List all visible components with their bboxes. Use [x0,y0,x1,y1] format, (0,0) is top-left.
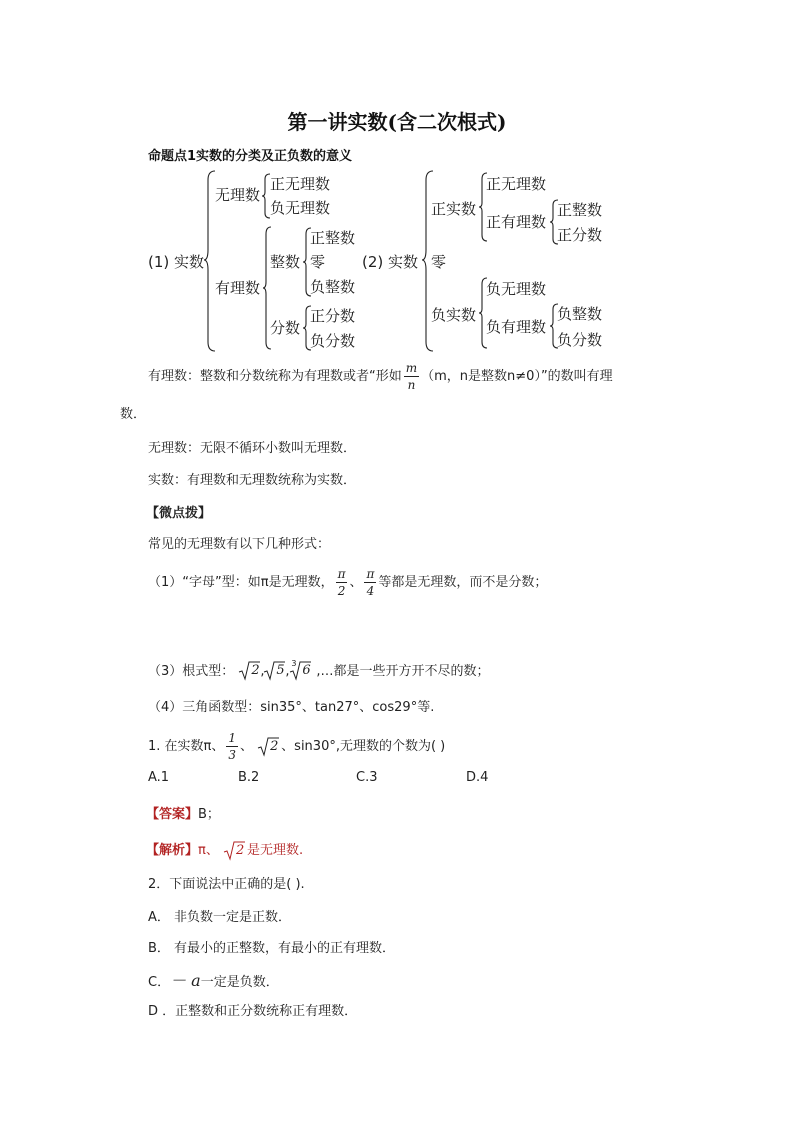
frac-den: 2 [337,584,346,598]
radicand: 2 [235,842,245,858]
cls2-pos-fraction: 正分数 [557,226,603,244]
q2-c-suffix: 一定是负数． [200,975,279,990]
cls1-rational: 有理数 [215,279,261,297]
question-2: 2．下面说法中正确的是( ). [148,877,305,892]
q1-option-b: B.2 [238,770,260,785]
cls1-neg-fraction: 负分数 [310,332,356,350]
cls1-pos-irrational: 正无理数 [270,175,331,193]
radicand-5: 5 [276,662,285,678]
cls1-pos-fraction: 正分数 [310,307,356,325]
def-rational-text-a: 有理数：整数和分数统称为有理数或者“形如 [148,369,402,384]
radicand: 2 [270,738,279,754]
frac-den: 4 [366,584,375,598]
cls2-positive-real: 正实数 [431,200,477,218]
q1-analysis [146,839,303,859]
fraction-m-over-n [404,362,419,391]
analysis-text-a: π、 [198,843,219,858]
q1-answer [146,803,220,822]
q1-text-a: 1. 在实数π、 [148,739,225,754]
cls2-neg-integer: 负整数 [557,305,603,323]
cls2-neg-irrational: 负无理数 [486,280,547,298]
form1-text-a: （1）“字母”型：如π是无理数， [148,575,334,590]
cls2-pos-integer: 正整数 [557,201,603,219]
q2-option-c [148,968,279,991]
frac-num: π [337,567,346,581]
cube-root-index: 3 [291,658,297,668]
answer-label: 【答案】 [146,807,199,822]
cls1-pos-integer: 正整数 [310,229,356,247]
def-rational-text-b: （m，n是整数n≠0）”的数叫有理 [421,369,613,384]
q2-option-a: A． 非负数一定是正数． [148,910,292,925]
page-title: 第一讲实数(含二次根式) [287,110,507,134]
frac-den: n [407,378,416,392]
cls1-neg-integer: 负整数 [310,278,356,296]
comma: , [285,663,290,679]
cls2-pos-rational: 正有理数 [486,213,547,231]
q2-option-b: B． 有最小的正整数，有最小的正有理数． [148,941,396,956]
cls1-irrational: 无理数 [215,186,261,204]
form-4-trig: （4）三角函数型：sin35°、tan27°、cos29°等. [148,700,435,715]
fraction-pi-over-2 [336,568,348,597]
cls1-neg-irrational: 负无理数 [270,199,331,217]
fraction-1-over-3 [226,732,238,761]
fraction-pi-over-4 [364,568,376,597]
tip-intro: 常见的无理数有以下几种形式： [148,537,331,552]
sqrt-2 [223,843,247,859]
analysis-text-b: 是无理数. [246,843,304,858]
q1-text-b: 、 [240,739,254,754]
q2-c-prefix: C． [148,975,171,990]
frac-num: m [405,361,418,375]
answer-value: B； [198,807,220,822]
frac-num: 1 [228,731,237,745]
cls2-zero: 零 [431,253,447,271]
q1-text-c: 、sin30°,无理数的个数为( ) [281,739,446,754]
radicand-6: 6 [302,662,311,678]
q1-option-a: A.1 [148,770,170,785]
analysis-label: 【解析】 [146,843,199,858]
radicand-2: 2 [251,662,260,678]
def-irrational: 无理数：无限不循环小数叫无理数． [148,441,357,456]
form3-text-a: （3）根式型： [148,664,235,679]
form3-text-b: ,…都是一些开方开不尽的数； [316,664,490,679]
q2-option-d: D ．正整数和正分数统称正有理数． [148,1004,358,1019]
q1-option-d: D.4 [466,770,489,785]
cls2-neg-fraction: 负分数 [557,331,603,349]
cls2-pos-irrational: 正无理数 [486,175,547,193]
comma: , [260,663,265,679]
cls2-negative-real: 负实数 [431,306,477,324]
cls1-integer: 整数 [270,253,301,271]
cls1-prefix: (1) 实数 [148,253,205,271]
cls1-zero: 零 [310,253,326,271]
def-rational [148,362,613,391]
radicals-group [238,658,316,681]
section-subtitle: 命题点1实数的分类及正负数的意义 [148,149,353,164]
def-real: 实数：有理数和无理数统称为实数． [148,473,357,488]
cls1-fraction: 分数 [270,319,301,337]
cls2-neg-rational: 负有理数 [486,318,547,336]
form1-sep: 、 [349,575,363,590]
frac-den: 3 [228,748,237,762]
def-rational-cont: 数． [120,407,147,422]
form-3-radical [148,660,490,681]
q2-c-variable: － a [170,971,201,990]
tip-heading: 【微点拨】 [146,506,212,521]
q1-option-c: C.3 [356,770,378,785]
cls2-prefix: (2) 实数 [362,253,419,271]
form1-text-b: 等都是无理数，而不是分数； [378,575,548,590]
frac-num: π [366,567,375,581]
question-1 [148,732,445,761]
form-1-letter [148,568,547,597]
sqrt-2 [257,739,281,755]
